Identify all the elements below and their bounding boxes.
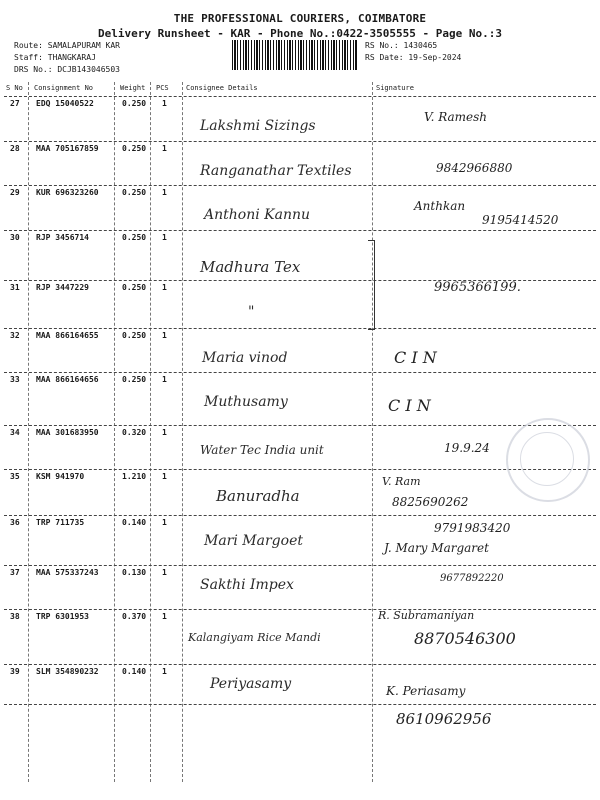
row-consignee: Mari Margoet	[204, 533, 303, 549]
row-pcs: 1	[162, 568, 167, 577]
row-pcs: 1	[162, 283, 167, 292]
row-sno: 33	[10, 375, 20, 384]
row-consignee: Periyasamy	[210, 676, 292, 692]
row-consignee: Kalangiyam Rice Mandi	[188, 631, 321, 644]
row-weight: 0.250	[122, 144, 147, 153]
row-sno: 27	[10, 99, 20, 108]
row-sno: 32	[10, 331, 20, 340]
row-pcs: 1	[162, 518, 167, 527]
col-signature: Signature	[376, 84, 414, 92]
table-row	[4, 280, 596, 329]
row-consignment: MAA 705167859	[36, 144, 99, 153]
row-signature: Anthkan	[414, 199, 466, 213]
meta-right	[365, 40, 461, 64]
row-consignment: KUR 696323260	[36, 188, 99, 197]
row-pcs: 1	[162, 667, 167, 676]
runsheet-subtitle: Delivery Runsheet - KAR - Phone No.:0422-3505555 - Page No.:3	[98, 27, 502, 40]
staff-label: Staff: THANGKARAJ	[14, 53, 96, 62]
row-consignee: "	[248, 304, 255, 320]
row-sno: 39	[10, 667, 20, 676]
row-phone: 8870546300	[414, 629, 516, 648]
row-sno: 29	[10, 188, 20, 197]
row-sno: 34	[10, 428, 20, 437]
row-weight: 0.140	[122, 518, 147, 527]
col-pcs: PCS	[156, 84, 169, 92]
row-weight: 0.250	[122, 331, 147, 340]
table-row	[4, 664, 596, 705]
row-phone: 9965366199.	[434, 280, 521, 295]
rs-date-label: RS Date: 19-Sep-2024	[365, 53, 462, 62]
row-weight: 0.140	[122, 667, 147, 676]
row-pcs: 1	[162, 428, 167, 437]
table-row	[4, 609, 596, 665]
row-signature: V. Ramesh	[424, 110, 488, 124]
row-signature: R. Subramaniyan	[378, 609, 475, 622]
row-pcs: 1	[162, 188, 167, 197]
row-weight: 1.210	[122, 472, 147, 481]
row-weight: 0.250	[122, 233, 147, 242]
bracket-mark	[368, 240, 375, 330]
company-title: THE PROFESSIONAL COURIERS, COIMBATORE	[173, 12, 427, 25]
row-phone: 8825690262	[392, 495, 469, 509]
col-consignment: Consignment No	[34, 84, 94, 92]
row-weight: 0.320	[122, 428, 147, 437]
row-phone: 9791983420	[434, 521, 511, 535]
row-pcs: 1	[162, 99, 167, 108]
row-phone: 9677892220	[440, 573, 504, 584]
row-consignment: KSM 941970	[36, 472, 85, 481]
row-pcs: 1	[162, 375, 167, 384]
row-signature: 19.9.24	[444, 441, 490, 455]
row-weight: 0.250	[122, 188, 147, 197]
table-row	[4, 372, 596, 426]
rs-no-label: RS No.: 1430465	[365, 41, 438, 50]
drs-label: DRS No.: DCJB143046503	[14, 65, 120, 74]
row-consignee: Madhura Tex	[200, 258, 301, 276]
row-signature: J. Mary Margaret	[384, 541, 489, 555]
table-row	[4, 230, 596, 281]
row-consignment: TRP 6301953	[36, 612, 89, 621]
row-consignment: TRP 711735	[36, 518, 85, 527]
row-pcs: 1	[162, 472, 167, 481]
row-consignee: Anthoni Kannu	[204, 207, 310, 223]
row-weight: 0.130	[122, 568, 147, 577]
row-sno: 37	[10, 568, 20, 577]
table-row	[4, 96, 596, 142]
row-weight: 0.250	[122, 283, 147, 292]
row-consignee: Sakthi Impex	[200, 577, 294, 593]
row-pcs: 1	[162, 331, 167, 340]
table-row	[4, 328, 596, 373]
table-row	[4, 565, 596, 610]
table-header	[4, 82, 596, 97]
row-signature: K. Periasamy	[386, 684, 466, 698]
row-consignment: EDQ 15040522	[36, 99, 94, 108]
row-weight: 0.250	[122, 375, 147, 384]
row-consignee: Water Tec India unit	[200, 443, 324, 457]
row-phone: 9842966880	[436, 161, 513, 175]
barcode-image	[232, 40, 357, 70]
table-row	[4, 185, 596, 231]
row-consignee: Ranganathar Textiles	[200, 163, 352, 179]
row-pcs: 1	[162, 612, 167, 621]
row-consignment: MAA 866164656	[36, 375, 99, 384]
row-sno: 31	[10, 283, 20, 292]
row-consignee: Maria vinod	[202, 350, 288, 366]
col-weight: Weight	[120, 84, 146, 92]
row-phone: 8610962956	[396, 710, 492, 728]
row-signature: C I N	[388, 396, 431, 415]
col-sno: S No	[6, 84, 23, 92]
meta-left	[14, 40, 120, 76]
row-consignee: Muthusamy	[204, 394, 288, 410]
row-sno: 28	[10, 144, 20, 153]
row-consignment: MAA 575337243	[36, 568, 99, 577]
row-consignment: SLM 354890232	[36, 667, 99, 676]
route-label: Route: SAMALAPURAM KAR	[14, 41, 120, 50]
row-sno: 36	[10, 518, 20, 527]
table-row	[4, 141, 596, 186]
table-row	[4, 515, 596, 566]
row-weight: 0.370	[122, 612, 147, 621]
row-pcs: 1	[162, 233, 167, 242]
row-phone: 9195414520	[482, 213, 559, 227]
row-sno: 38	[10, 612, 20, 621]
table-row	[4, 469, 596, 516]
row-consignment: RJP 3447229	[36, 283, 89, 292]
row-consignment: RJP 3456714	[36, 233, 89, 242]
row-signature: V. Ram	[382, 475, 421, 488]
row-consignee: Lakshmi Sizings	[200, 118, 316, 134]
col-consignee: Consignee Details	[186, 84, 258, 92]
row-pcs: 1	[162, 144, 167, 153]
row-consignment: MAA 866164655	[36, 331, 99, 340]
row-weight: 0.250	[122, 99, 147, 108]
row-consignee: Banuradha	[216, 487, 300, 505]
row-consignment: MAA 301683950	[36, 428, 99, 437]
row-sno: 35	[10, 472, 20, 481]
row-signature: C I N	[394, 348, 437, 367]
row-sno: 30	[10, 233, 20, 242]
